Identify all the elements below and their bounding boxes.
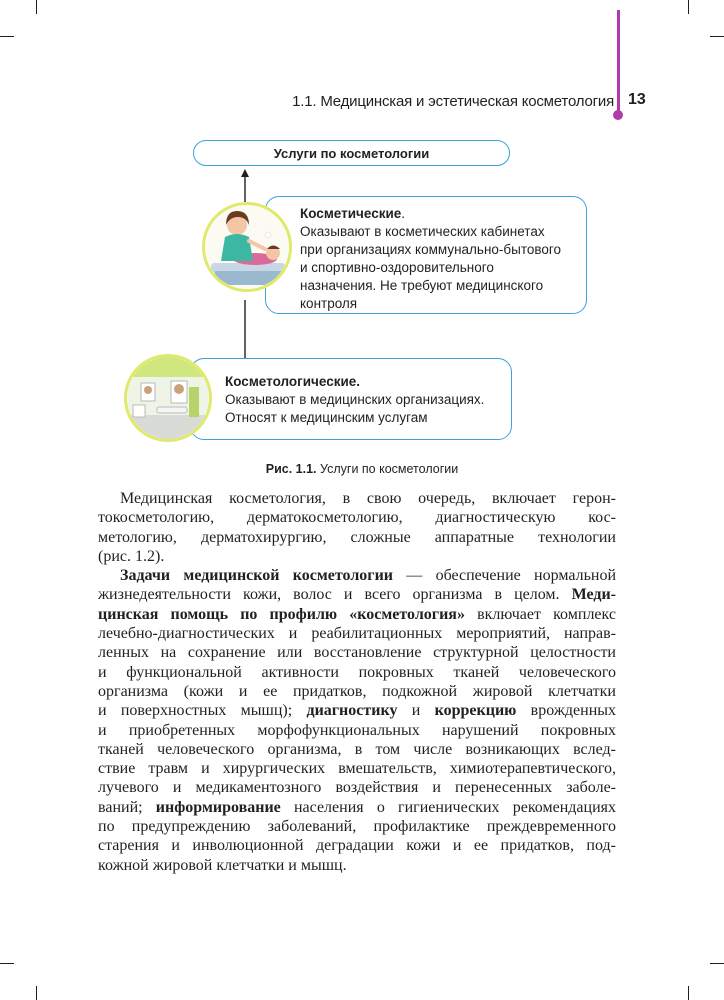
clinic-room-icon	[127, 357, 209, 439]
crop-mark	[0, 963, 14, 964]
text-line	[98, 701, 616, 720]
text-line: лучевого и медикаментозного воздействия и перенесенных заболе-	[98, 779, 616, 797]
figure-caption	[0, 462, 724, 476]
arrow-head	[241, 169, 249, 177]
bold-term: диагностику	[306, 702, 398, 720]
text-line: ленных на сохранение или восстановление структурной целостности	[98, 644, 616, 662]
text-line	[98, 798, 616, 817]
paragraph	[98, 489, 616, 566]
bold-term: коррекцию	[434, 702, 517, 720]
beautician-icon	[205, 205, 289, 289]
card-medical	[190, 358, 512, 440]
crop-mark	[36, 0, 37, 14]
text-line: лечебно-диагностических и реабилитационных мероприятий, направ-	[98, 625, 616, 643]
text-line: и приобретенных морфофункциональных нарушений покровных	[98, 721, 616, 739]
card-cosmetic-line: Оказывают в косметических кабинетах	[300, 224, 545, 239]
text-run: жизнедеятельности кожи, волос и всего организма в целом.	[98, 586, 572, 604]
card-medical-line: Относят к медицинским услугам	[225, 410, 428, 425]
text-line: старения и инволюционной деградации кожи и ее придатков, под-	[98, 837, 616, 855]
text-line: ствие травм и хирургических вмешательств, химиотерапевтического,	[98, 760, 616, 778]
card-cosmetic-line: и спортивно-оздоровительного	[300, 260, 494, 275]
text-run: — обеспечение нормальной	[393, 567, 617, 585]
text-line: по предупреждению заболеваний, профилактике преждевременного	[98, 818, 616, 836]
card-medical-title: Косметологические.	[225, 374, 361, 389]
text-run: ваний;	[98, 798, 156, 816]
card-cosmetic-title-line	[300, 205, 576, 223]
figure-caption-label: Рис. 1.1.	[265, 462, 317, 476]
text-line	[98, 605, 616, 624]
card-medical-line: Оказывают в медицинских организациях.	[225, 392, 485, 407]
bold-term: информирование	[155, 798, 281, 816]
beautician-illustration	[202, 202, 292, 292]
services-box	[193, 140, 510, 166]
clinic-illustration	[124, 354, 212, 442]
bold-term: Меди-	[571, 586, 616, 604]
services-box-label: Услуги по косметологии	[273, 145, 430, 161]
card-cosmetic-line: контроля	[300, 296, 358, 311]
accent-dot	[613, 110, 623, 120]
text-line	[98, 566, 616, 585]
bold-term: Задачи медицинской косметологии	[120, 567, 394, 585]
figure-caption-text: Услуги по косметологии	[316, 462, 459, 476]
text-line: и функциональной активности покровных тканей человеческого	[98, 663, 616, 681]
text-line: (рис. 1.2).	[98, 547, 165, 565]
text-line: Медицинская косметология, в свою очередь, включает герон-	[120, 490, 616, 507]
crop-mark	[36, 986, 37, 1000]
text-run: и поверхностных мышц);	[98, 702, 307, 720]
running-title: 1.1. Медицинская и эстетическая косметология	[292, 93, 614, 110]
card-cosmetic-title-dot: .	[401, 206, 406, 221]
text-run: врожденных	[516, 702, 617, 720]
text-line: кожной жировой клетчатки и мышц.	[98, 856, 347, 874]
text-line: организма (кожи и ее придатков, подкожной жировой клетчатки	[98, 682, 616, 700]
card-cosmetic-line: назначения. Не требуют медицинского	[300, 278, 544, 293]
crop-mark	[710, 36, 724, 37]
text-line: тканей человеческого организма, в том числе возникающих вслед-	[98, 740, 616, 758]
bold-term: цинская помощь по профилю «косметология»	[98, 605, 465, 623]
text-line	[98, 585, 616, 604]
crop-mark	[688, 986, 689, 1000]
crop-mark	[0, 36, 14, 37]
page-number: 13	[628, 91, 646, 108]
text-line: токосметологию, дерматокосметологию, диагностическую кос-	[98, 509, 616, 527]
crop-mark	[688, 0, 689, 14]
crop-mark	[710, 963, 724, 964]
accent-line	[617, 10, 620, 114]
text-run: населения о гигиенических рекомендациях	[280, 798, 616, 816]
paragraph	[98, 566, 616, 875]
card-cosmetic	[265, 196, 587, 314]
card-cosmetic-line: при организациях коммунально-бытового	[300, 242, 562, 257]
body-text	[98, 489, 616, 875]
text-run: и	[397, 702, 435, 720]
text-line: метологию, дерматохирургию, сложные аппаратные технологии	[98, 528, 616, 546]
card-cosmetic-title: Косметические	[300, 206, 402, 221]
text-run: включает комплекс	[464, 605, 617, 623]
